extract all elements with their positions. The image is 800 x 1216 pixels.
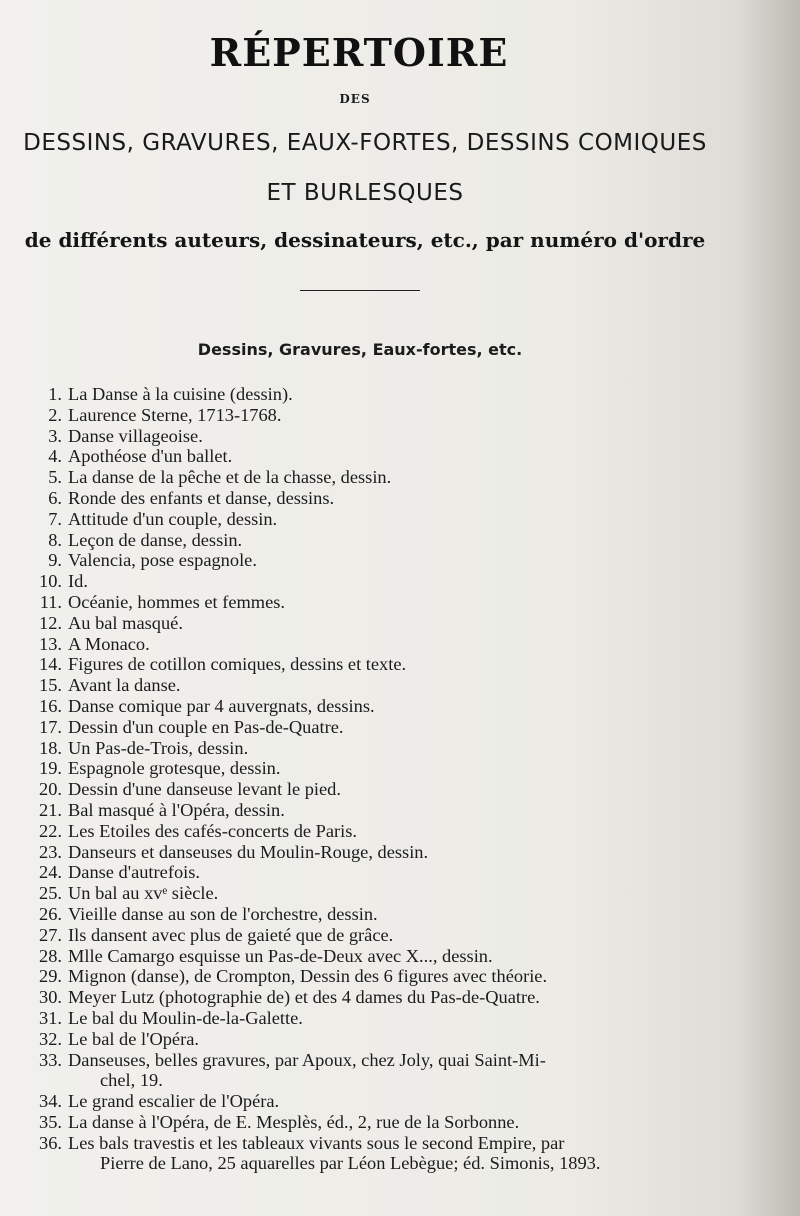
entry-text: Danseuses, belles gravures, par Apoux, chez Joly, quai Saint-Mi- [68, 1049, 546, 1070]
entry-number: 9. [48, 550, 62, 571]
entry-text: Meyer Lutz (photographie de) et des 4 dames du Pas-de-Quatre. [68, 987, 540, 1008]
list-item [22, 946, 727, 967]
list-item [22, 1029, 727, 1050]
list-item [22, 904, 727, 925]
list-item [22, 925, 727, 946]
list-item [22, 842, 727, 863]
list-item [22, 446, 727, 467]
list-item [22, 779, 727, 800]
entry-number: 1. [48, 384, 62, 404]
title-connector: DES [339, 92, 371, 106]
list-item [22, 987, 727, 1008]
list-item [22, 883, 727, 904]
entry-number: 31. [39, 1007, 62, 1028]
entry-number: 24. [39, 862, 62, 883]
entry-number: 6. [48, 487, 62, 508]
entry-text: Mignon (danse), de Crompton, Dessin des 6 figures avec théorie. [68, 966, 548, 987]
entry-text: Bal masqué à l'Opéra, dessin. [68, 799, 285, 820]
entry-text: Le bal du Moulin-de-la-Galette. [68, 1007, 303, 1028]
list-item [22, 1008, 727, 1029]
entry-number: 11. [39, 591, 62, 612]
list-item [22, 800, 727, 821]
list-item [22, 654, 727, 675]
entry-text: Mlle Camargo esquisse un Pas-de-Deux avec X..., dessin. [68, 945, 493, 966]
entry-number: 28. [39, 945, 62, 966]
list-item [22, 405, 727, 426]
list-item [22, 509, 727, 530]
entry-number: 5. [48, 467, 62, 488]
entry-number: 20. [39, 779, 62, 800]
list-item [22, 966, 727, 987]
list-item [22, 530, 727, 551]
entry-number: 14. [39, 654, 62, 675]
entry-number: 19. [39, 758, 62, 779]
entry-number: 13. [39, 633, 62, 654]
list-item [22, 613, 727, 634]
list-item [22, 717, 727, 738]
list-item [22, 550, 727, 571]
entry-text: Ronde des enfants et danse, dessins. [68, 487, 335, 508]
entry-number: 23. [39, 841, 62, 862]
entry-number: 36. [39, 1132, 62, 1153]
entry-text: Au bal masqué. [68, 612, 183, 633]
entry-number: 33. [39, 1049, 62, 1070]
subtitle-line-2: ET BURLESQUES [266, 180, 464, 206]
list-item [22, 384, 727, 405]
entry-text: Valencia, pose espagnole. [68, 550, 257, 571]
entry-continuation: Pierre de Lano, 25 aquarelles par Léon Lebègue; éd. Simonis, 1893. [100, 1153, 601, 1174]
list-item [22, 821, 727, 842]
entry-text: Le grand escalier de l'Opéra. [68, 1091, 280, 1112]
entry-number: 7. [48, 508, 62, 529]
entry-text: Les Etoiles des cafés-concerts de Paris. [68, 820, 358, 841]
entry-number: 25. [39, 883, 62, 904]
entry-number: 21. [39, 799, 62, 820]
list-item [22, 634, 727, 655]
list-item [22, 426, 727, 447]
section-heading: Dessins, Gravures, Eaux-fortes, etc. [197, 340, 523, 359]
divider-rule [300, 290, 420, 291]
entry-continuation: chel, 19. [100, 1070, 163, 1091]
entry-number: 18. [39, 737, 62, 758]
entry-text: La danse de la pêche et de la chasse, dessin. [68, 467, 392, 488]
list-item [22, 488, 727, 509]
list-item [22, 1050, 727, 1071]
entry-number: 34. [39, 1091, 62, 1112]
entry-text: Un Pas-de-Trois, dessin. [68, 737, 249, 758]
list-item [22, 1133, 727, 1154]
entry-text: Danse villageoise. [68, 425, 203, 446]
entry-text: Danse comique par 4 auvergnats, dessins. [68, 695, 375, 716]
entry-text: A Monaco. [68, 633, 150, 654]
entry-text: Leçon de danse, dessin. [68, 529, 243, 550]
entry-text: Dessin d'un couple en Pas-de-Quatre. [68, 716, 344, 737]
subtitle-line-1: DESSINS, GRAVURES, EAUX-FORTES, DESSINS COMIQUES [23, 130, 707, 156]
entry-text: Les bals travestis et les tableaux vivants sous le second Empire, par [68, 1132, 565, 1153]
entry-number: 17. [39, 716, 62, 737]
entry-number: 32. [39, 1028, 62, 1049]
entry-text: La Danse à la cuisine (dessin). [68, 384, 293, 404]
entry-number: 30. [39, 987, 62, 1008]
entry-text: La danse à l'Opéra, de E. Mesplès, éd., 2, rue de la Sorbonne. [68, 1111, 520, 1132]
entry-text: Le bal de l'Opéra. [68, 1028, 199, 1049]
entry-text: Avant la danse. [68, 675, 181, 696]
entry-text: Danse d'autrefois. [68, 862, 201, 883]
list-item [22, 467, 727, 488]
entry-text: Vieille danse au son de l'orchestre, dessin. [68, 903, 378, 924]
entry-number: 29. [39, 966, 62, 987]
list-item [22, 592, 727, 613]
page-title: RÉPERTOIRE [209, 30, 509, 75]
entry-text: Apothéose d'un ballet. [68, 446, 233, 467]
list-item [22, 1112, 727, 1133]
entry-text: Figures de cotillon comiques, dessins et texte. [68, 654, 407, 675]
list-item [22, 758, 727, 779]
entry-text: Espagnole grotesque, dessin. [68, 758, 281, 779]
list-item [22, 571, 727, 592]
list-item [22, 675, 727, 696]
entry-text: Dessin d'une danseuse levant le pied. [68, 779, 341, 800]
entry-number: 8. [48, 529, 62, 550]
entry-number: 4. [48, 446, 62, 467]
entry-number: 16. [39, 695, 62, 716]
entry-text: Un bal au xvᵉ siècle. [68, 883, 219, 904]
entry-number: 15. [39, 675, 62, 696]
entry-number: 26. [39, 903, 62, 924]
byline: de différents auteurs, dessinateurs, etc., par numéro d'ordre [24, 228, 706, 252]
entry-text: Laurence Sterne, 1713-1768. [68, 404, 282, 425]
entry-text: Danseurs et danseuses du Moulin-Rouge, dessin. [68, 841, 429, 862]
list-item [22, 738, 727, 759]
entry-number: 35. [39, 1111, 62, 1132]
list-item [22, 862, 727, 883]
entry-number: 3. [48, 425, 62, 446]
entry-number: 10. [39, 571, 62, 592]
entry-text: Océanie, hommes et femmes. [68, 591, 286, 612]
entry-number: 22. [39, 820, 62, 841]
entry-number: 27. [39, 924, 62, 945]
entry-list [22, 384, 727, 1174]
entry-text: Ils dansent avec plus de gaieté que de grâce. [68, 924, 394, 945]
list-item [22, 696, 727, 717]
entry-text: Attitude d'un couple, dessin. [68, 508, 278, 529]
list-item [22, 1091, 727, 1112]
entry-text: Id. [68, 571, 88, 592]
entry-number: 12. [39, 612, 62, 633]
entry-number: 2. [48, 404, 62, 425]
